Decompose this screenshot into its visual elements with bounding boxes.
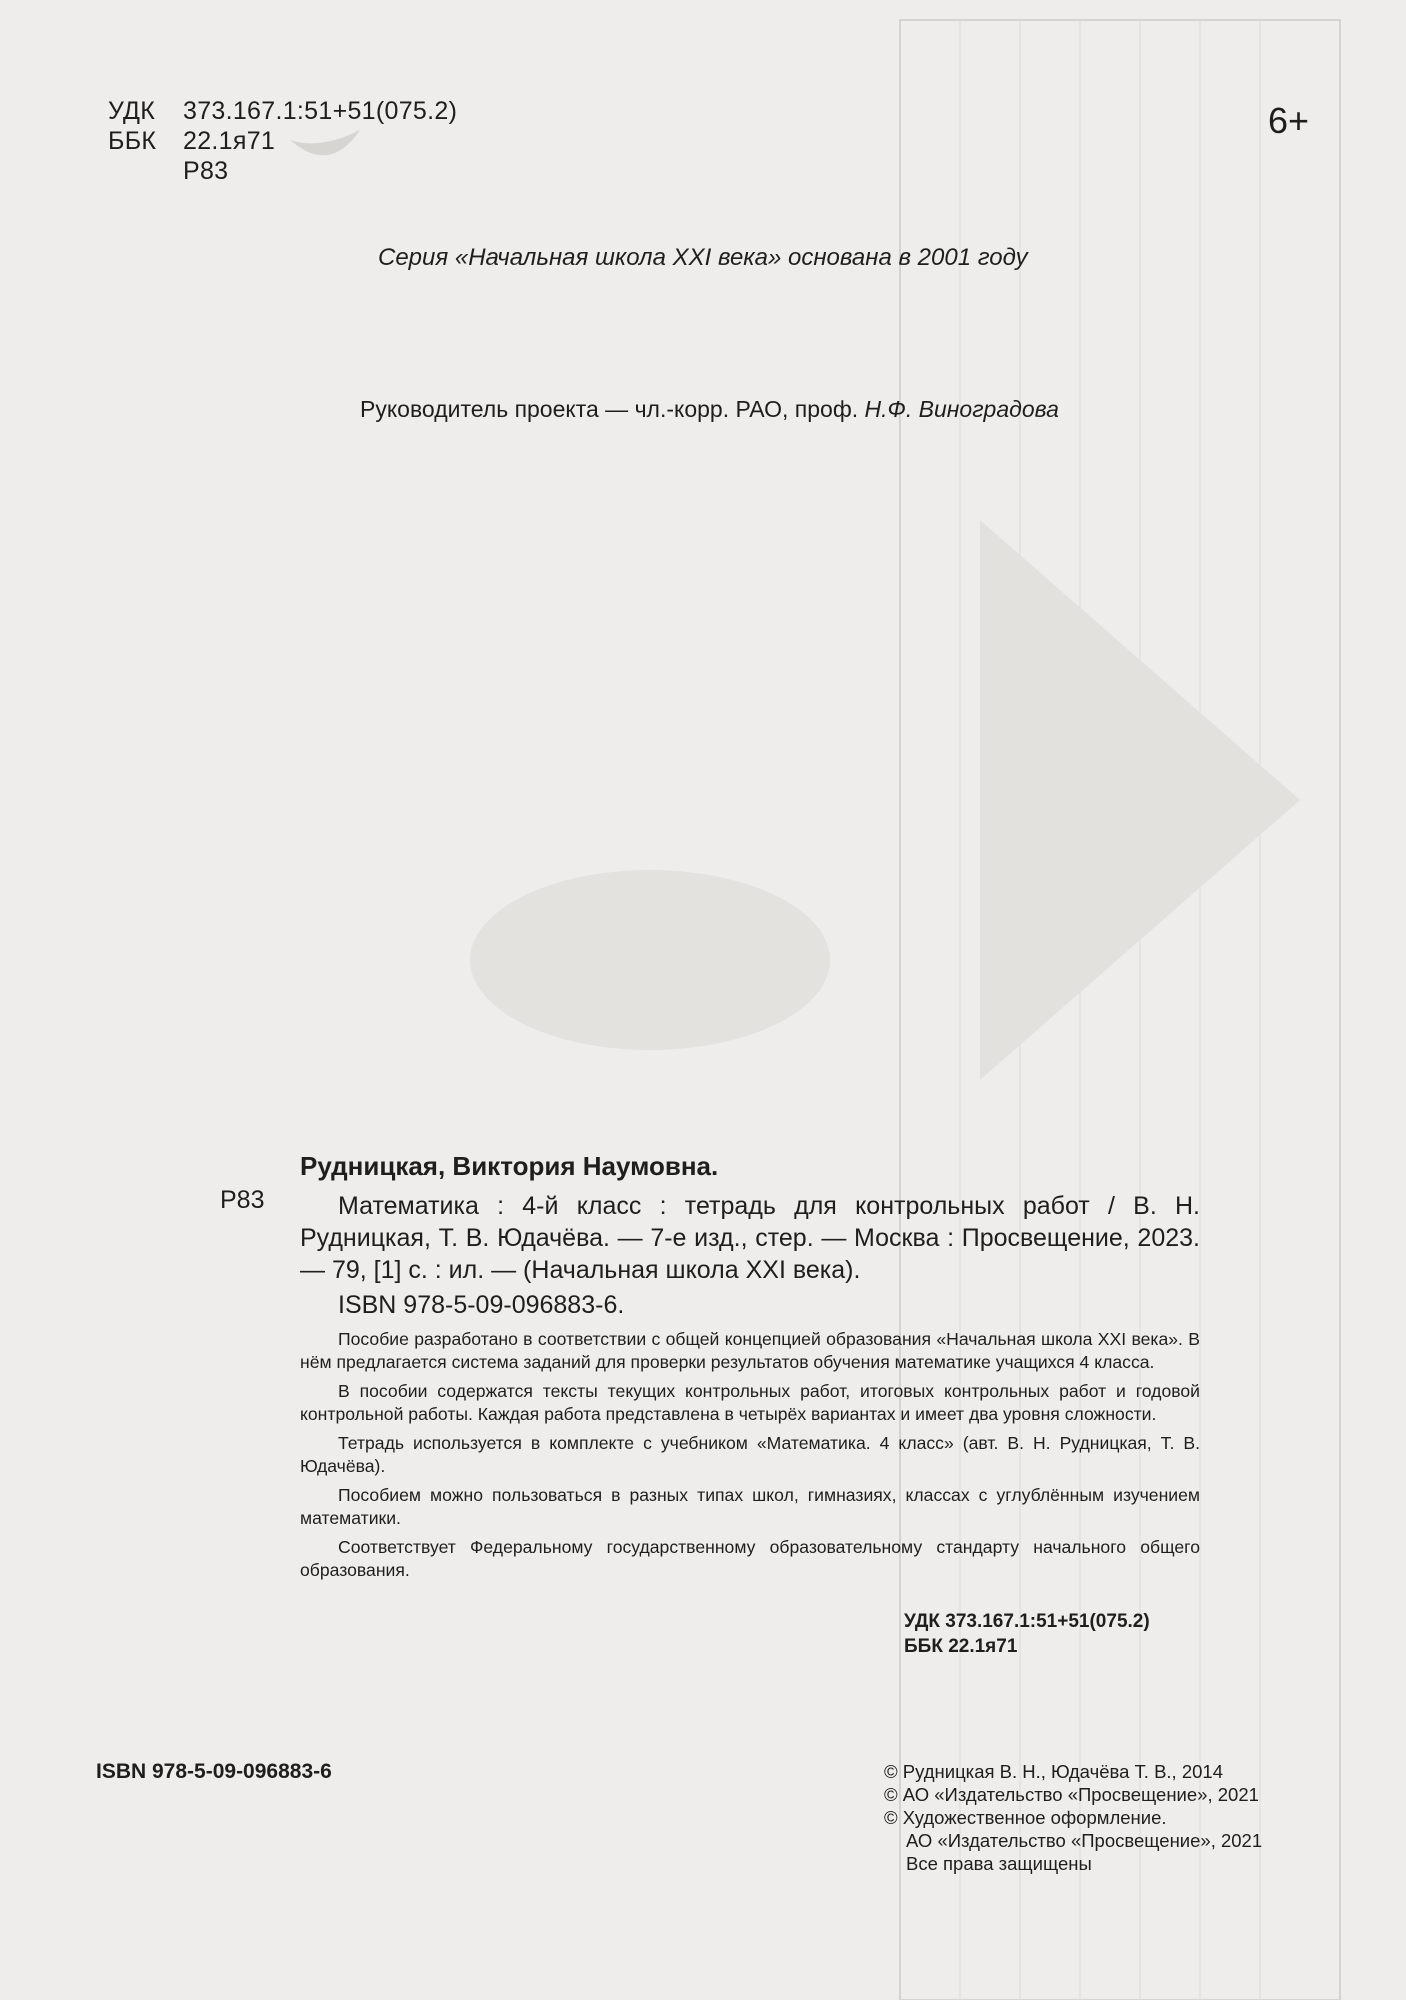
annotation-paragraph: Пособие разработано в соответствии с общей концепцией образования «Начальная школа XXI века». В нём предлагается система заданий для проверки результатов обучения математике учащихся 4 класса. [300,1329,1200,1372]
entry-isbn: ISBN 978-5-09-096883-6. [338,1291,625,1319]
catalog-codes-top [108,96,457,186]
bbk-label: ББК [108,127,157,155]
annotation-paragraph: Соответствует Федеральному государственному образовательному стандарту начального общего образования. [300,1537,1200,1580]
age-rating: 6+ [1268,100,1310,141]
copyright-line: Все права защищены [906,1853,1092,1874]
copyright-line: © Художественное оформление. [884,1807,1167,1828]
udc-bottom: УДК 373.167.1:51+51(075.2) [904,1611,1150,1632]
udc-label: УДК [108,97,156,125]
annotation-paragraph: В пособии содержатся тексты текущих контрольных работ, итоговых контрольных работ и годовой контрольной работы. Каждая работа представлена в четырёх вариантах и имеет два уровня сложности. [300,1381,1200,1424]
copyright-block [884,1760,1262,1875]
bbk-bottom: ББК 22.1я71 [904,1636,1018,1657]
annotation-paragraph: Тетрадь используется в комплекте с учебником «Математика. 4 класс» (авт. В. Н. Рудницкая, Т. В. Юдачёва). [300,1433,1200,1476]
copyright-line: АО «Издательство «Просвещение», 2021 [906,1830,1263,1851]
catalog-entry [300,1151,1200,1588]
copyright-line: © Рудницкая В. Н., Юдачёва Т. В., 2014 [884,1761,1223,1782]
entry-author-mark: Р83 [220,1186,265,1214]
series-note: Серия «Начальная школа XXI века» основана в 2001 году [378,244,1028,271]
project-leader [360,396,1059,423]
entry-description: Математика : 4-й класс : тетрадь для контрольных работ / В. Н. Рудницкая, Т. В. Юдачёва. — 7-е изд., стер. — Москва : Просвещение, 2023. — 79, [1] с. : ил. — (Начальная школа XXI века). [300,1192,1200,1284]
annotation-paragraph: Пособием можно пользоваться в разных типах школ, гимназиях, классах с углублённым изучением математики. [300,1485,1200,1528]
udc-value: 373.167.1:51+51(075.2) [183,97,458,125]
entry-author: Рудницкая, Виктория Наумовна. [300,1151,719,1181]
bbk-value: 22.1я71 [183,127,276,155]
catalog-codes-bottom [904,1609,1150,1659]
project-leader-role: Руководитель проекта — чл.-корр. РАО, проф. [360,396,865,422]
copyright-line: © АО «Издательство «Просвещение», 2021 [884,1784,1259,1805]
project-leader-name: Н.Ф. Виноградова [864,396,1059,422]
annotation [300,1328,1200,1582]
isbn-bottom: ISBN 978-5-09-096883-6 [96,1760,332,1783]
author-mark: Р83 [183,157,229,185]
